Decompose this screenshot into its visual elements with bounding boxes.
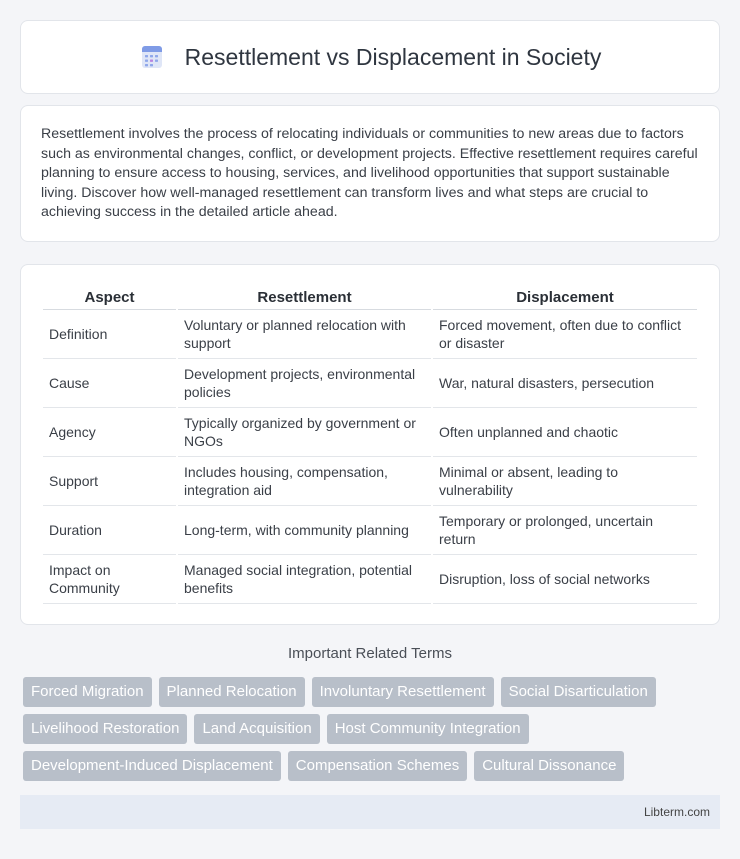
resettlement-cell: Long-term, with community planning — [177, 505, 432, 554]
aspect-cell: Support — [43, 456, 177, 505]
displacement-cell: Often unplanned and chaotic — [432, 407, 697, 456]
header-displacement: Displacement — [432, 285, 697, 309]
table-header-row — [43, 285, 697, 309]
comparison-table — [43, 285, 697, 604]
table-row — [43, 407, 697, 456]
related-term-tag[interactable]: Forced Migration — [23, 677, 152, 707]
footer — [20, 795, 720, 829]
related-term-tag[interactable]: Livelihood Restoration — [23, 714, 187, 744]
related-terms-list — [23, 677, 723, 781]
related-terms-title: Important Related Terms — [288, 645, 452, 662]
related-term-tag[interactable]: Involuntary Resettlement — [312, 677, 494, 707]
table-row — [43, 456, 697, 505]
resettlement-cell: Voluntary or planned relocation with support — [177, 309, 432, 358]
aspect-cell: Cause — [43, 358, 177, 407]
comparison-table-card — [20, 264, 720, 625]
related-term-tag[interactable]: Planned Relocation — [159, 677, 305, 707]
displacement-cell: Temporary or prolonged, uncertain return — [432, 505, 697, 554]
related-term-tag[interactable]: Land Acquisition — [194, 714, 319, 744]
related-term-tag[interactable]: Cultural Dissonance — [474, 751, 624, 781]
header-resettlement: Resettlement — [177, 285, 432, 309]
displacement-cell: Forced movement, often due to conflict or disaster — [432, 309, 697, 358]
header-card — [20, 20, 720, 94]
related-term-tag[interactable]: Compensation Schemes — [288, 751, 467, 781]
aspect-cell: Definition — [43, 309, 177, 358]
displacement-cell: Minimal or absent, leading to vulnerability — [432, 456, 697, 505]
document-icon — [139, 44, 165, 70]
aspect-cell: Duration — [43, 505, 177, 554]
intro-text: Resettlement involves the process of relocating individuals or communities to new areas due to factors such as environmental changes, conflict, or development projects. Effective resettlement requires careful planning to ensure access to housing, services, and livelihood opportunities that support sustainable living. Discover how well-managed resettlement can transform lives and what steps are crucial to achieving success in the detailed article ahead. — [41, 126, 698, 220]
resettlement-cell: Development projects, environmental policies — [177, 358, 432, 407]
intro-card — [20, 105, 720, 242]
table-row — [43, 554, 697, 603]
page-title: Resettlement vs Displacement in Society — [184, 43, 602, 70]
related-term-tag[interactable]: Social Disarticulation — [501, 677, 656, 707]
resettlement-cell: Managed social integration, potential benefits — [177, 554, 432, 603]
displacement-cell: Disruption, loss of social networks — [432, 554, 697, 603]
displacement-cell: War, natural disasters, persecution — [432, 358, 697, 407]
related-term-tag[interactable]: Development-Induced Displacement — [23, 751, 281, 781]
table-row — [43, 505, 697, 554]
table-row — [43, 358, 697, 407]
aspect-cell: Agency — [43, 407, 177, 456]
resettlement-cell: Includes housing, compensation, integration aid — [177, 456, 432, 505]
table-row — [43, 309, 697, 358]
related-term-tag[interactable]: Host Community Integration — [327, 714, 529, 744]
aspect-cell: Impact on Community — [43, 554, 177, 603]
resettlement-cell: Typically organized by government or NGOs — [177, 407, 432, 456]
header-aspect: Aspect — [43, 285, 177, 309]
footer-site-link[interactable]: Libterm.com — [643, 805, 710, 819]
